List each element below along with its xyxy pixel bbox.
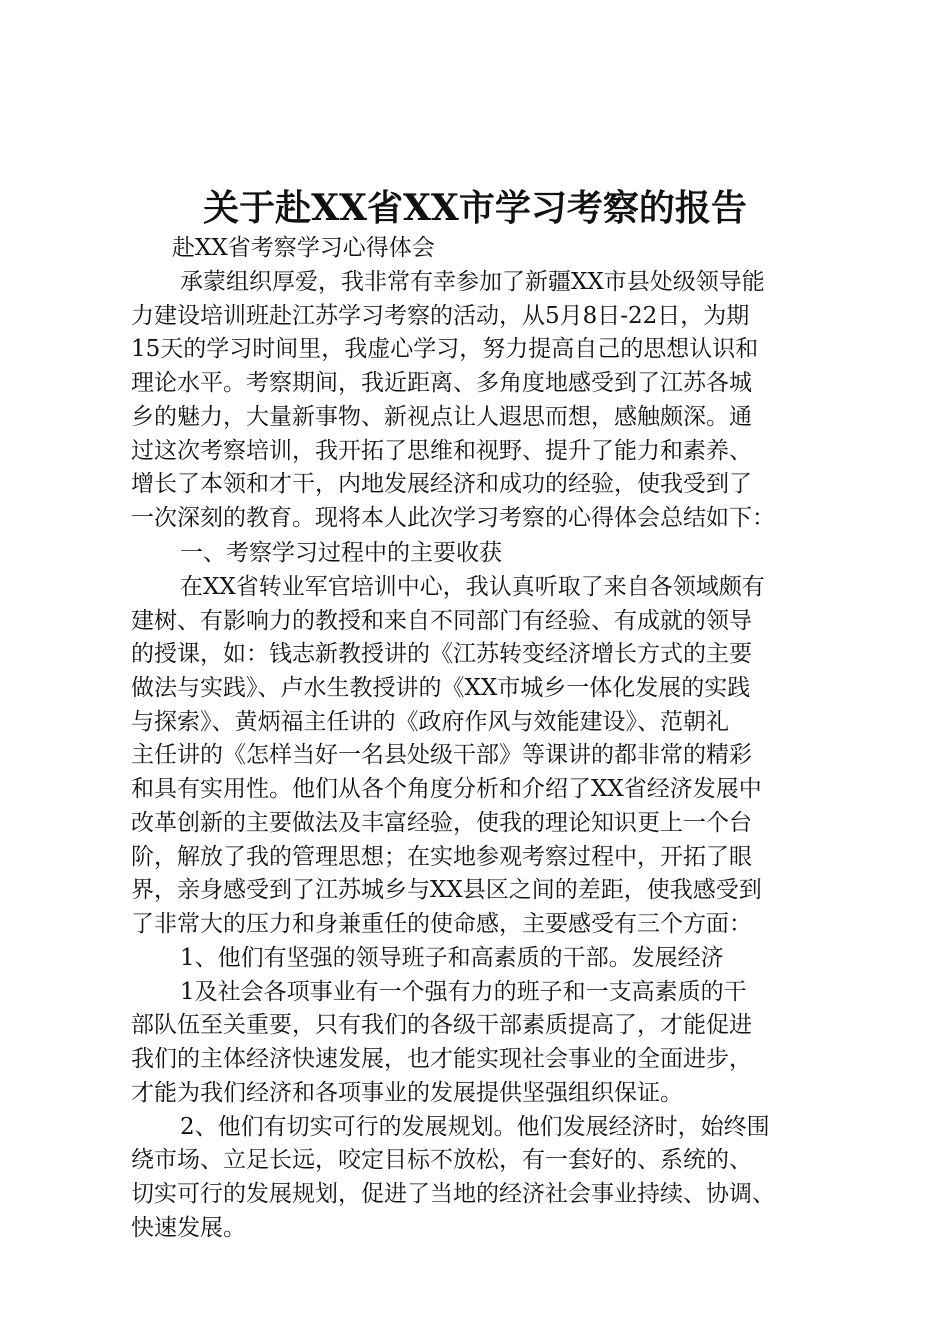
paragraph-line: 主任讲的《怎样当好一名县处级干部》等课讲的都非常的精彩 [131, 742, 752, 768]
subtitle-line: 赴XX省考察学习心得体会 [172, 235, 435, 261]
paragraph-line: 界，亲身感受到了江苏城乡与XX县区之间的差距，使我感受到 [131, 877, 762, 903]
paragraph-line: 过这次考察培训，我开拓了思维和视野、提升了能力和素养、 [131, 438, 752, 464]
section-heading: 一、考察学习过程中的主要收获 [180, 540, 502, 566]
list-item-heading: 2、他们有切实可行的发展规划。他们发展经济时，始终围 [180, 1114, 770, 1140]
paragraph-line: 增长了本领和才干，内地发展经济和成功的经验，使我受到了 [131, 471, 752, 497]
paragraph-line: 和具有实用性。他们从各个角度分析和介绍了XX省经济发展中 [131, 776, 762, 802]
paragraph-line: 的授课，如：钱志新教授讲的《江苏转变经济增长方式的主要 [131, 641, 752, 667]
paragraph-line: 切实可行的发展规划，促进了当地的经济社会事业持续、协调、 [131, 1181, 775, 1207]
paragraph-line: 理论水平。考察期间，我近距离、多角度地感受到了江苏各城 [131, 370, 752, 396]
paragraph-line: 1及社会各项事业有一个强有力的班子和一支高素质的干 [180, 979, 747, 1005]
paragraph-line: 与探索》、黄炳福主任讲的《政府作风与效能建设》、范朝礼 [131, 709, 729, 735]
paragraph-line: 我们的主体经济快速发展，也才能实现社会事业的全面进步， [131, 1046, 752, 1072]
paragraph-line: 了非常大的压力和身兼重任的使命感，主要感受有三个方面： [131, 911, 752, 937]
paragraph-line: 改革创新的主要做法及丰富经验，使我的理论知识更上一个台 [131, 810, 752, 836]
paragraph-line: 承蒙组织厚爱，我非常有幸参加了新疆XX市县处级领导能 [180, 269, 765, 295]
paragraph-line: 乡的魅力，大量新事物、新视点让人遐思而想，感触颇深。通 [131, 404, 752, 430]
paragraph-line: 一次深刻的教育。现将本人此次学习考察的心得体会总结如下： [131, 505, 775, 531]
paragraph-line: 绕市场、立足长远，咬定目标不放松，有一套好的、系统的、 [131, 1147, 752, 1173]
paragraph-line: 部队伍至关重要，只有我们的各级干部素质提高了，才能促进 [131, 1012, 752, 1038]
list-item-heading: 1、他们有坚强的领导班子和高素质的干部。发展经济 [180, 945, 724, 971]
paragraph-line: 才能为我们经济和各项事业的发展提供坚强组织保证。 [131, 1080, 683, 1106]
document-title: 关于赴XX省XX市学习考察的报告 [203, 187, 747, 229]
paragraph-line: 快速发展。 [131, 1215, 246, 1241]
paragraph-line: 力建设培训班赴江苏学习考察的活动，从5月8日-22日，为期 [131, 303, 750, 329]
paragraph-line: 15天的学习时间里，我虚心学习，努力提高自己的思想认识和 [131, 336, 759, 362]
paragraph-line: 阶，解放了我的管理思想；在实地参观考察过程中，开拓了眼 [131, 844, 752, 870]
paragraph-line: 做法与实践》、卢水生教授讲的《XX市城乡一体化发展的实践 [131, 675, 751, 701]
paragraph-line: 在XX省转业军官培训中心，我认真听取了来自各领域颇有 [180, 574, 765, 600]
paragraph-line: 建树、有影响力的教授和来自不同部门有经验、有成就的领导 [131, 608, 752, 634]
